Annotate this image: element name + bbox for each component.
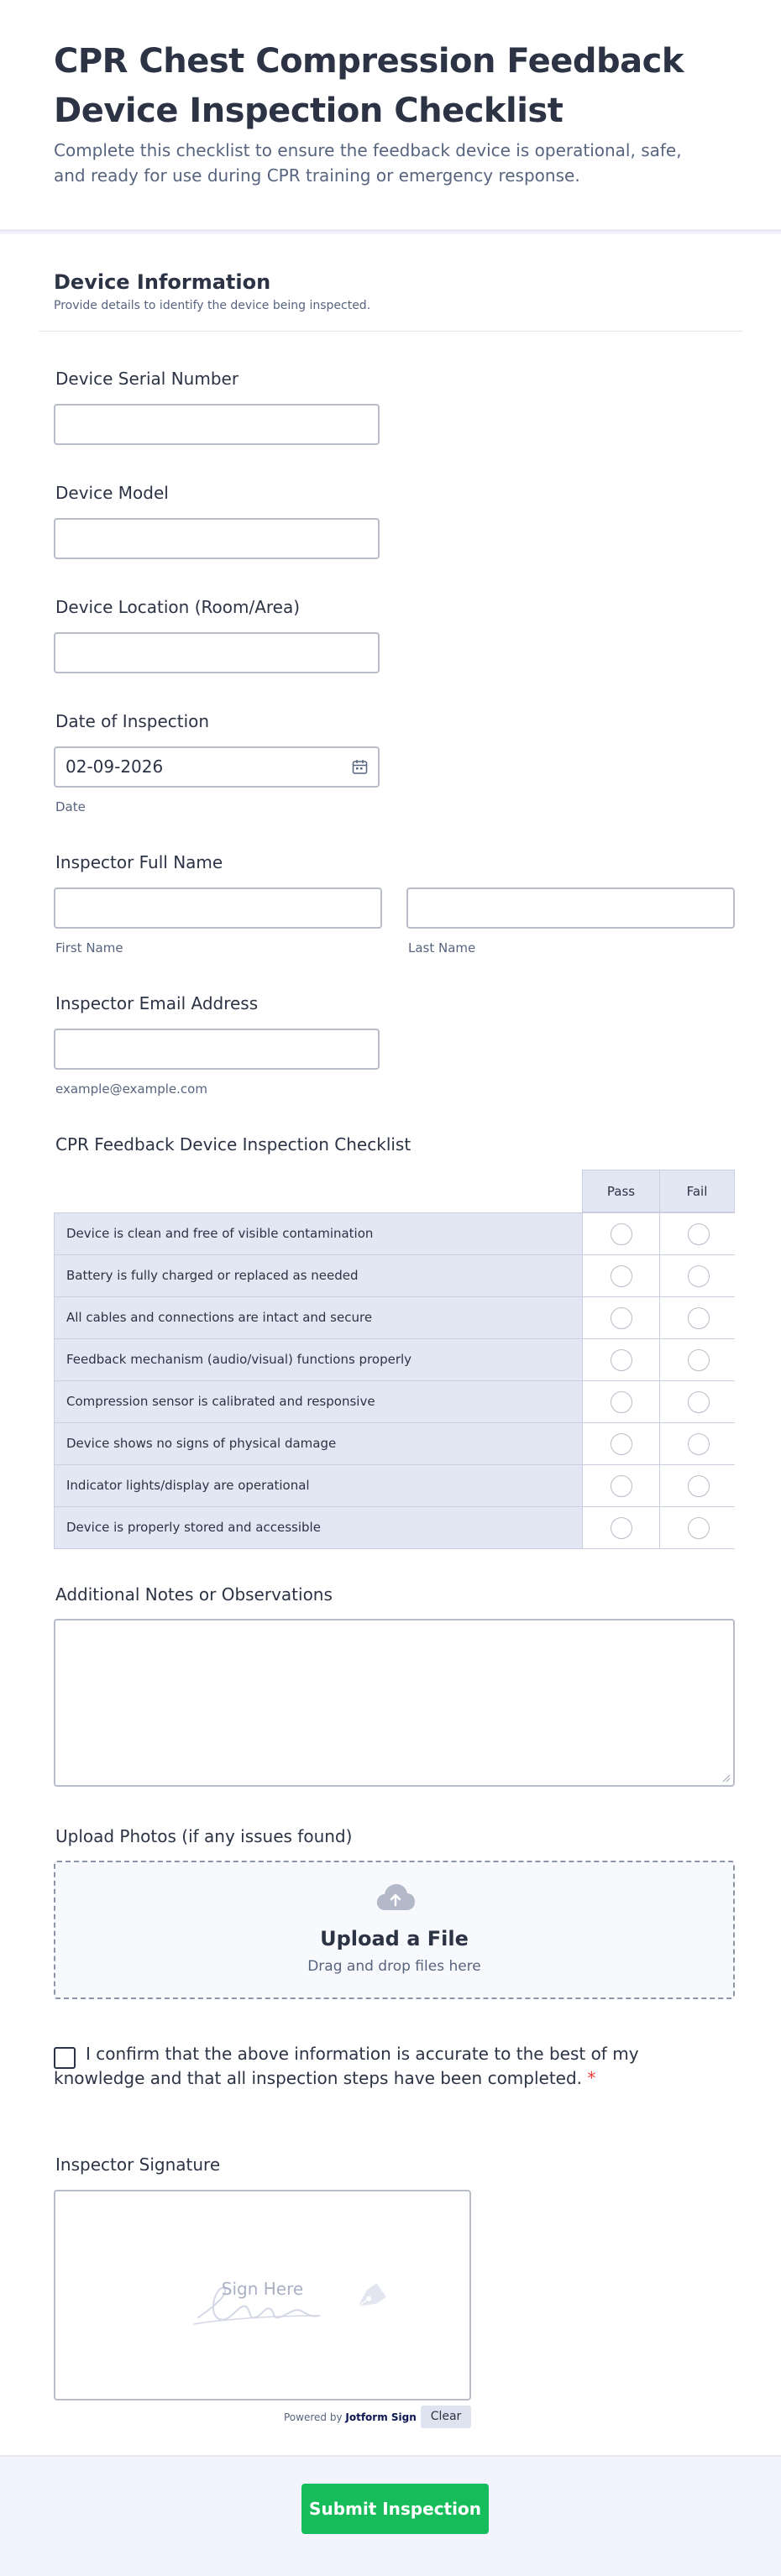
form-header xyxy=(0,0,781,232)
table-row xyxy=(54,1381,735,1423)
upload-label: Upload Photos (if any issues found) xyxy=(55,1826,353,1846)
footer-divider xyxy=(0,2455,781,2457)
name-label: Inspector Full Name xyxy=(55,852,223,872)
pass-cell xyxy=(583,1381,660,1422)
pass-radio[interactable] xyxy=(611,1223,632,1245)
form-title: CPR Chest Compression Feedback Device Inspection Checklist xyxy=(54,42,684,130)
location-label: Device Location (Room/Area) xyxy=(55,597,301,617)
table-row xyxy=(54,1297,735,1339)
table-row xyxy=(54,1255,735,1297)
form-subtitle: Complete this checklist to ensure the feedback device is operational, safe, and ready for use during CPR training or emergency response. xyxy=(54,140,682,186)
confirm-text: I confirm that the above information is accurate to the best of my knowledge and that all inspection steps have been completed. xyxy=(54,2044,639,2088)
last-name-input[interactable] xyxy=(406,887,735,929)
pass-radio[interactable] xyxy=(611,1349,632,1371)
col-header-pass: Pass xyxy=(582,1170,660,1212)
date-value: 02-09-2026 xyxy=(66,757,164,777)
last-name-hint: Last Name xyxy=(408,940,476,956)
pass-radio[interactable] xyxy=(611,1391,632,1413)
fail-radio[interactable] xyxy=(688,1433,710,1455)
signature-label: Inspector Signature xyxy=(55,2155,221,2175)
section-title: Device Information xyxy=(54,270,271,294)
jotform-sign-brand[interactable]: Jotform Sign xyxy=(345,2411,417,2423)
form-body xyxy=(0,234,781,2455)
pass-cell xyxy=(583,1423,660,1464)
table-row xyxy=(54,1465,735,1507)
pass-cell xyxy=(583,1213,660,1254)
email-input[interactable] xyxy=(54,1029,380,1070)
signature-placeholder: Sign Here xyxy=(221,2279,304,2299)
model-input[interactable] xyxy=(54,518,380,559)
signature-pad[interactable] xyxy=(54,2190,471,2401)
pass-radio[interactable] xyxy=(611,1265,632,1287)
row-label: All cables and connections are intact and secure xyxy=(55,1297,583,1338)
fail-radio[interactable] xyxy=(688,1307,710,1329)
fail-cell xyxy=(660,1213,736,1254)
table-row xyxy=(54,1423,735,1465)
pass-radio[interactable] xyxy=(611,1433,632,1455)
table-row xyxy=(54,1213,735,1255)
date-input[interactable] xyxy=(54,746,380,788)
location-input[interactable] xyxy=(54,632,380,673)
row-label: Device is properly stored and accessible xyxy=(55,1507,583,1548)
serial-label: Device Serial Number xyxy=(55,369,239,389)
calendar-icon[interactable] xyxy=(352,759,368,775)
resize-handle-icon[interactable] xyxy=(722,1774,731,1783)
clear-signature-button[interactable]: Clear xyxy=(421,2406,471,2428)
powered-by-text: Powered by xyxy=(284,2411,343,2423)
fail-cell xyxy=(660,1507,736,1548)
checklist-label: CPR Feedback Device Inspection Checklist xyxy=(55,1134,411,1154)
row-label: Feedback mechanism (audio/visual) functions properly xyxy=(55,1339,583,1380)
first-name-input[interactable] xyxy=(54,887,382,929)
email-hint: example@example.com xyxy=(55,1081,207,1097)
row-label: Device is clean and free of visible contamination xyxy=(55,1213,583,1254)
email-label: Inspector Email Address xyxy=(55,993,259,1013)
pass-radio[interactable] xyxy=(611,1307,632,1329)
powered-by xyxy=(284,2411,417,2423)
fail-radio[interactable] xyxy=(688,1391,710,1413)
notes-textarea[interactable] xyxy=(54,1619,735,1787)
upload-title: Upload a File xyxy=(320,1927,469,1950)
section-subtitle: Provide details to identify the device being inspected. xyxy=(54,299,371,312)
upload-dropzone[interactable] xyxy=(54,1861,735,1999)
date-label: Date of Inspection xyxy=(55,711,210,731)
col-header-fail: Fail xyxy=(659,1170,735,1212)
notes-label: Additional Notes or Observations xyxy=(55,1584,333,1605)
confirm-label xyxy=(54,2042,658,2091)
model-label: Device Model xyxy=(55,483,169,503)
fail-cell xyxy=(660,1465,736,1506)
pass-radio[interactable] xyxy=(611,1517,632,1539)
required-mark: * xyxy=(587,2068,596,2088)
fail-radio[interactable] xyxy=(688,1223,710,1245)
fail-cell xyxy=(660,1381,736,1422)
pass-cell xyxy=(583,1507,660,1548)
pass-radio[interactable] xyxy=(611,1475,632,1497)
fail-radio[interactable] xyxy=(688,1265,710,1287)
fail-cell xyxy=(660,1255,736,1296)
cloud-upload-icon xyxy=(375,1882,416,1911)
upload-subtitle: Drag and drop files here xyxy=(307,1958,481,1975)
row-label: Indicator lights/display are operational xyxy=(55,1465,583,1506)
row-label: Device shows no signs of physical damage xyxy=(55,1423,583,1464)
pass-cell xyxy=(583,1297,660,1338)
table-row xyxy=(54,1507,735,1549)
section-divider xyxy=(39,331,742,332)
serial-input[interactable] xyxy=(54,404,380,445)
table-row xyxy=(54,1339,735,1381)
fail-cell xyxy=(660,1339,736,1380)
fail-radio[interactable] xyxy=(688,1517,710,1539)
date-hint: Date xyxy=(55,799,86,814)
fail-radio[interactable] xyxy=(688,1475,710,1497)
pass-cell xyxy=(583,1255,660,1296)
fail-cell xyxy=(660,1297,736,1338)
first-name-hint: First Name xyxy=(55,940,123,956)
fail-cell xyxy=(660,1423,736,1464)
row-label: Compression sensor is calibrated and responsive xyxy=(55,1381,583,1422)
row-label: Battery is fully charged or replaced as needed xyxy=(55,1255,583,1296)
pass-cell xyxy=(583,1465,660,1506)
submit-button[interactable]: Submit Inspection xyxy=(301,2484,489,2534)
pass-cell xyxy=(583,1339,660,1380)
fail-radio[interactable] xyxy=(688,1349,710,1371)
